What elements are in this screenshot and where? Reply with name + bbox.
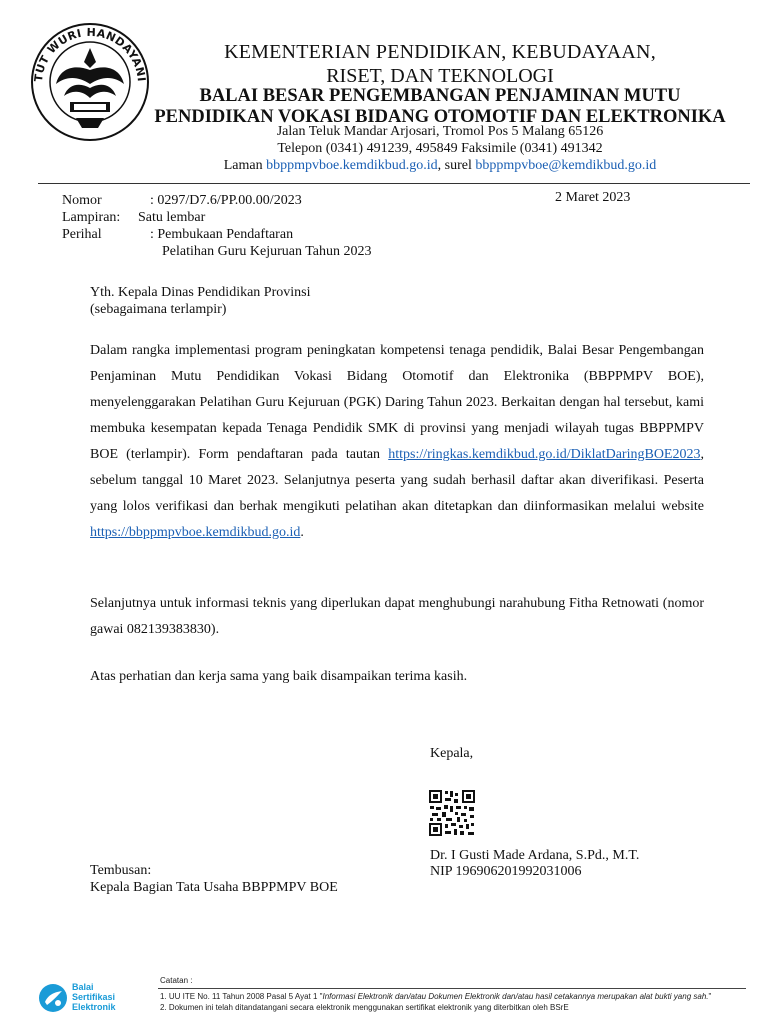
lampiran-label: Lampiran: <box>62 210 121 225</box>
email-link[interactable]: bbppmpvboe@kemdikbud.go.id <box>475 158 657 173</box>
body-paragraph-2: Selanjutnya untuk informasi teknis yang diperlukan dapat menghubungi narahubung Fitha Retnowati (nomor gawai 082139383830). <box>90 596 704 637</box>
institution-name-line1: BALAI BESAR PENGEMBANGAN PENJAMINAN MUTU <box>199 86 681 106</box>
web-prefix: Laman <box>223 158 267 173</box>
footer-divider <box>158 988 746 989</box>
qr-code-icon <box>428 789 476 837</box>
email-prefix: , surel <box>437 158 476 173</box>
nomor-value: : 0297/D7.6/PP.00.00/2023 <box>150 193 302 208</box>
bsre-line2: Sertifikasi <box>72 992 116 1002</box>
institution-phone: Telepon (0341) 491239, 495849 Faksimile (0341) 491342 <box>277 141 603 156</box>
signatory-name: Dr. I Gusti Made Ardana, S.Pd., M.T. <box>430 848 640 863</box>
note1-quote: Informasi Elektronik dan/atau Dokumen Elektronik dan/atau hasil cetakannya merupakan alat bukti yang sah. <box>322 992 709 1001</box>
perihal-value-line2: Pelatihan Guru Kejuruan Tahun 2023 <box>162 244 372 259</box>
bsre-logo <box>38 981 158 1021</box>
bsre-line1: Balai <box>72 982 94 992</box>
ministry-name-line2: RISET, DAN TEKNOLOGI <box>326 65 554 87</box>
note1-suffix: " <box>708 992 712 1001</box>
p1-text-2: , sebelum tanggal 10 Maret 2023. Selanjutnya peserta yang sudah berhasil daftar akan diverifikasi. Peserta yang lolos verifikasi dan berhak mengikuti pelatihan akan ditetapkan dan diinformasikan melalui website <box>90 447 704 514</box>
nomor-label: Nomor <box>62 193 102 208</box>
perihal-value-line1: : Pembukaan Pendaftaran <box>150 227 294 242</box>
cc-label: Tembusan: <box>90 863 152 878</box>
header-divider <box>38 183 750 184</box>
p1-text-1: Dalam rangka implementasi program peningkatan kompetensi tenaga pendidik, Balai Besar Pengembangan Penjaminan Mutu Pendidikan Vokasi Bidang Otomotif dan Elektronika (BBPPMPV BOE), menyelenggarakan Pelatihan Guru Kejuruan (PGK) Daring Tahun 2023. Berkaitan dengan hal tersebut, kami membuka kesempatan kepada Tenaga Pendidik SMK di provinsi yang menjadi wilayah tugas BBPPMPV BOE (terlampir). Form pendaftaran pada tautan <box>90 343 704 462</box>
perihal-label: Perihal <box>62 227 102 242</box>
signatory-nip: NIP 196906201992031006 <box>430 864 582 879</box>
footer-note-1 <box>160 992 750 1002</box>
p1-text-3: . <box>300 525 304 540</box>
website-url-link[interactable]: https://bbppmpvboe.kemdikbud.go.id <box>90 525 301 540</box>
logo-motto: TUT WURI HANDAYANI <box>31 25 148 83</box>
recipient-line1: Yth. Kepala Dinas Pendidikan Provinsi <box>90 285 311 300</box>
letter-date: 2 Maret 2023 <box>555 190 631 205</box>
recipient-line2: (sebagaimana terlampir) <box>90 302 227 317</box>
website-link[interactable]: bbppmpvboe.kemdikbud.go.id <box>266 158 438 173</box>
bsre-line3: Elektronik <box>72 1002 116 1012</box>
bsre-emblem-icon <box>38 983 68 1013</box>
institution-contacts <box>150 157 730 175</box>
institution-name-line2: PENDIDIKAN VOKASI BIDANG OTOMOTIF DAN ELEKTRONIKA <box>154 107 726 127</box>
body-paragraph-1 <box>90 338 704 546</box>
body-paragraph-3: Atas perhatian dan kerja sama yang baik disampaikan terima kasih. <box>90 669 468 684</box>
ministry-name-line1: KEMENTERIAN PENDIDIKAN, KEBUDAYAAN, <box>224 41 656 63</box>
registration-link[interactable]: https://ringkas.kemdikbud.go.id/DiklatDaringBOE2023 <box>388 447 701 462</box>
signatory-title: Kepala, <box>430 746 474 761</box>
note1-prefix: 1. UU ITE No. 11 Tahun 2008 Pasal 5 Ayat 1 " <box>160 992 323 1001</box>
tut-wuri-handayani-logo <box>26 18 154 146</box>
cc-recipient: Kepala Bagian Tata Usaha BBPPMPV BOE <box>90 880 338 895</box>
notes-title: Catatan : <box>160 976 193 985</box>
footer-note-2: 2. Dokumen ini telah ditandatangani secara elektronik menggunakan sertifikat elektronik yang diterbitkan oleh BSrE <box>160 1003 569 1012</box>
institution-address: Jalan Teluk Mandar Arjosari, Tromol Pos 5 Malang 65126 <box>276 124 604 139</box>
lampiran-value: Satu lembar <box>138 210 206 225</box>
